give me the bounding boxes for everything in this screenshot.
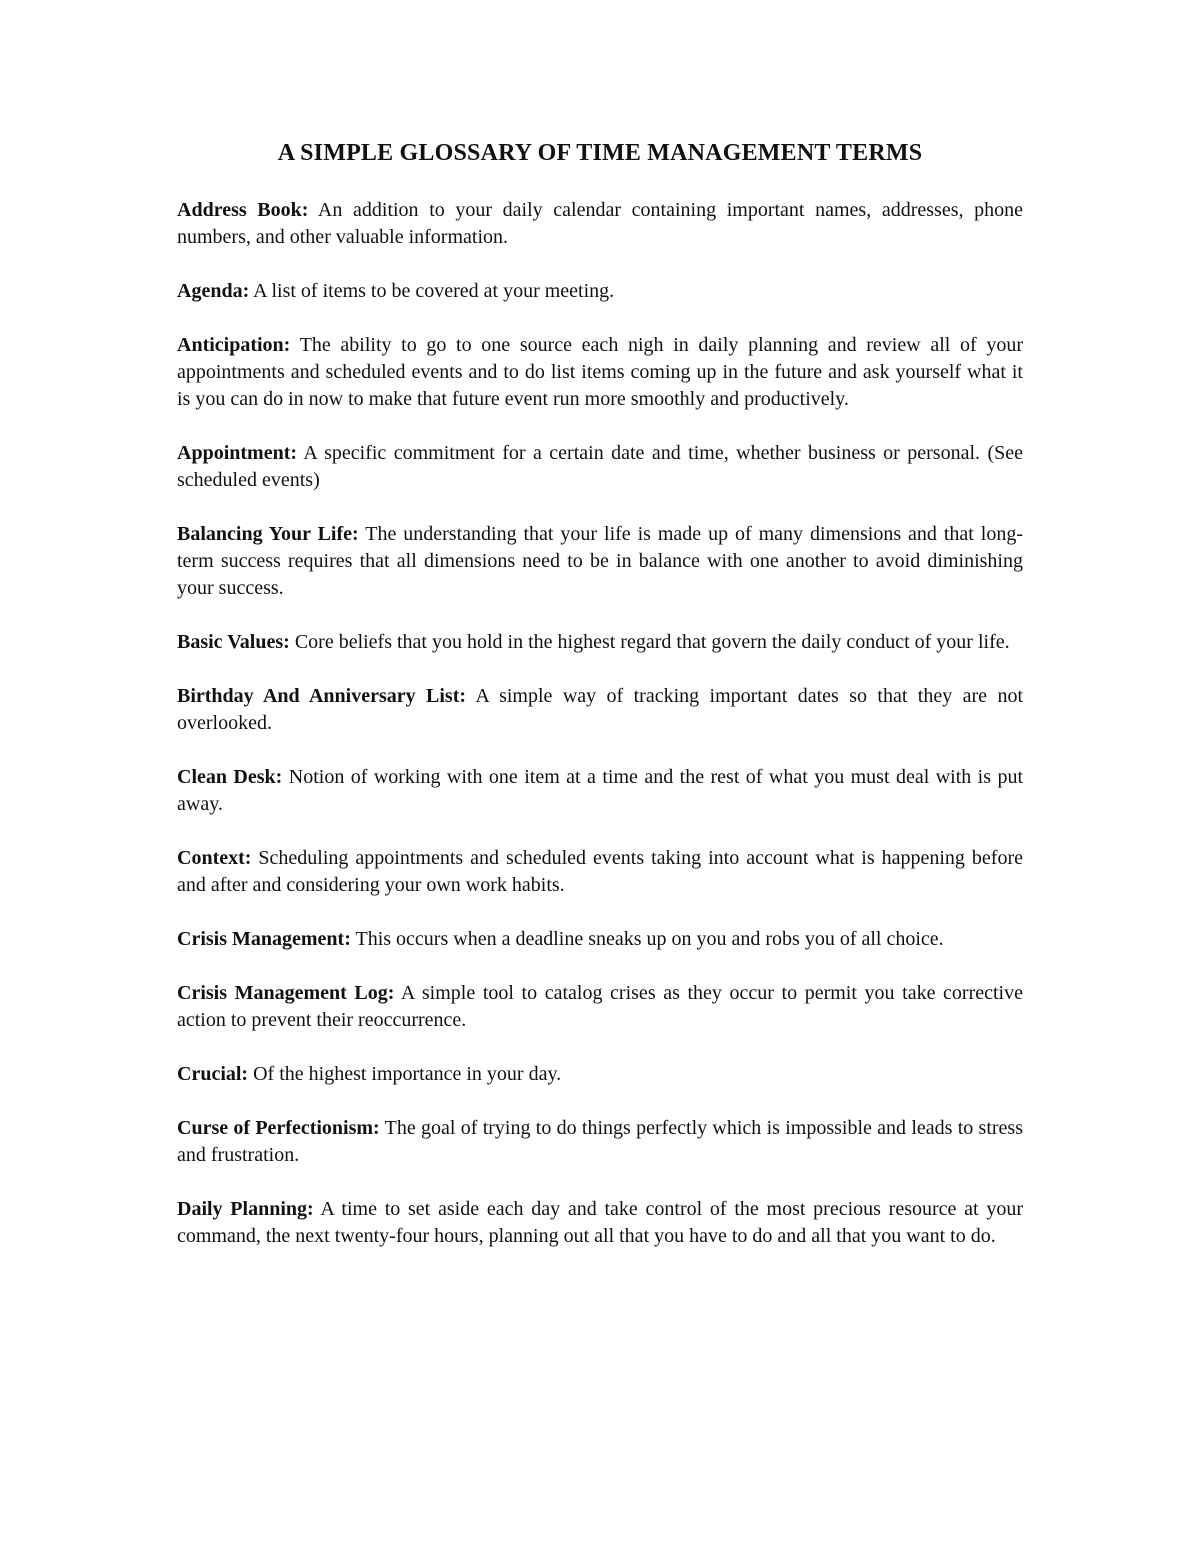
glossary-term: Appointment: bbox=[177, 442, 298, 464]
glossary-term: Daily Planning: bbox=[177, 1198, 314, 1220]
glossary-term: Balancing Your Life: bbox=[177, 523, 359, 545]
glossary-entry bbox=[177, 1196, 1023, 1250]
glossary-definition: Scheduling appointments and scheduled events taking into account what is happening before and after and considering your own work habits. bbox=[177, 847, 1023, 896]
glossary-definition: A simple way of tracking important dates so that they are not overlooked. bbox=[177, 685, 1024, 734]
glossary-entry bbox=[177, 278, 1023, 305]
glossary-definition: A list of items to be covered at your meeting. bbox=[249, 280, 615, 302]
glossary-definition: An addition to your daily calendar containing important names, addresses, phone numbers, and other valuable information. bbox=[177, 199, 1023, 248]
glossary-term: Birthday And Anniversary List: bbox=[177, 685, 467, 707]
glossary-entry bbox=[177, 197, 1023, 251]
glossary-entry bbox=[177, 764, 1023, 818]
glossary-term: Clean Desk: bbox=[177, 766, 283, 788]
glossary-definition: The ability to go to one source each nigh in daily planning and review all of your appointments and scheduled events and to do list items coming up in the future and ask yourself what it is you can do in now to make that future event run more smoothly and productively. bbox=[177, 334, 1023, 410]
glossary-list bbox=[177, 197, 1023, 1277]
glossary-definition: The goal of trying to do things perfectly which is impossible and leads to stress and frustration. bbox=[177, 1117, 1023, 1166]
glossary-term: Agenda: bbox=[177, 280, 250, 302]
glossary-definition: This occurs when a deadline sneaks up on you and robs you of all choice. bbox=[350, 928, 944, 950]
glossary-entry bbox=[177, 629, 1023, 656]
glossary-definition: A specific commitment for a certain date and time, whether business or personal. (See scheduled events) bbox=[177, 442, 1023, 491]
glossary-entry bbox=[177, 980, 1023, 1034]
glossary-entry bbox=[177, 926, 1023, 953]
glossary-term: Curse of Perfectionism: bbox=[177, 1117, 380, 1139]
glossary-definition: The understanding that your life is made up of many dimensions and that long-term success requires that all dimensions need to be in balance with one another to avoid diminishing your success. bbox=[177, 523, 1023, 599]
glossary-term: Context: bbox=[177, 847, 252, 869]
glossary-term: Address Book: bbox=[177, 199, 309, 221]
glossary-definition: Of the highest importance in your day. bbox=[248, 1063, 562, 1085]
glossary-definition: Core beliefs that you hold in the highest regard that govern the daily conduct of your life. bbox=[289, 631, 1010, 653]
glossary-entry bbox=[177, 1061, 1023, 1088]
glossary-entry bbox=[177, 1115, 1023, 1169]
glossary-definition: A simple tool to catalog crises as they occur to permit you take corrective action to prevent their reoccurrence. bbox=[177, 982, 1023, 1031]
glossary-term: Crisis Management Log: bbox=[177, 982, 395, 1004]
glossary-entry bbox=[177, 683, 1023, 737]
glossary-definition: Notion of working with one item at a time and the rest of what you must deal with is put away. bbox=[177, 766, 1023, 815]
glossary-entry bbox=[177, 440, 1023, 494]
document-title: A SIMPLE GLOSSARY OF TIME MANAGEMENT TERMS bbox=[277, 140, 923, 166]
glossary-definition: A time to set aside each day and take control of the most precious resource at your command, the next twenty-four hours, planning out all that you have to do and all that you want to do. bbox=[177, 1198, 1023, 1247]
glossary-term: Crucial: bbox=[177, 1063, 249, 1085]
glossary-entry bbox=[177, 845, 1023, 899]
glossary-entry bbox=[177, 332, 1023, 413]
glossary-term: Crisis Management: bbox=[177, 928, 351, 950]
glossary-entry bbox=[177, 521, 1023, 602]
glossary-term: Basic Values: bbox=[177, 631, 290, 653]
glossary-term: Anticipation: bbox=[177, 334, 291, 356]
